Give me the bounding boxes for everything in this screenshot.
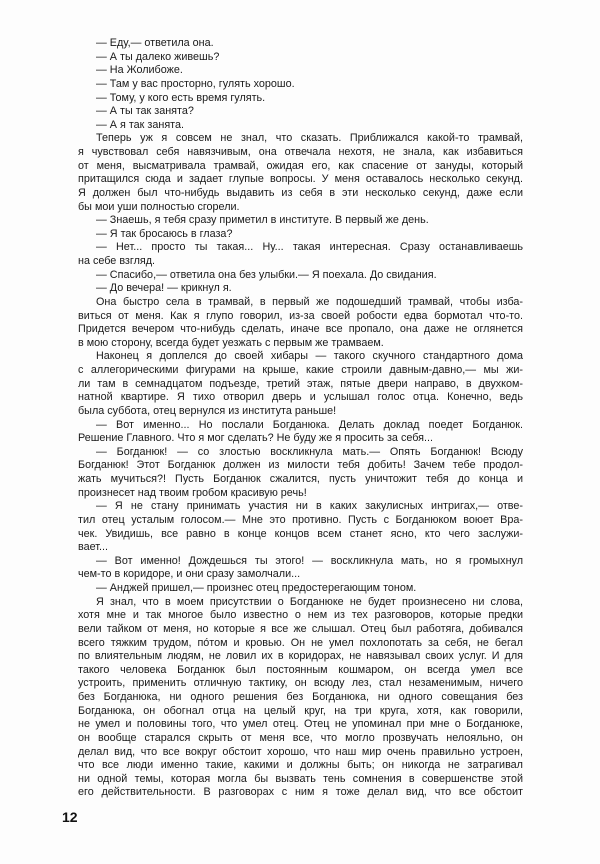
text-line: в мою сторону, всегда будет уезжать с первым же трамваем. (78, 336, 384, 349)
text-line: — А ты далеко живешь? (96, 50, 220, 63)
text-line: — А я так занята. (96, 118, 184, 131)
text-line: — Еду,— ответила она. (96, 37, 214, 49)
text-line: — Богданюк! — со злостью воскликнула мать.— Опять Богданюк! Всюду (96, 445, 523, 458)
text-line: Наконец я доплелся до своей хибары — такого скучного стандартного дома (96, 350, 523, 363)
text-line: произнесет над твоим гробом красивую речь! (78, 486, 307, 499)
text-line: бы мои уши полностью сгорели. (78, 200, 240, 213)
text-line: — Знаешь, я тебя сразу приметил в институте. В первый же день. (96, 214, 429, 227)
text-line: — На Жолибоже. (96, 64, 183, 77)
text-line: жать мучиться?! Пусть Богданюк сжалится, пусть уничтожит тебя до конца и (78, 473, 523, 485)
text-line: Она быстро села в трамвай, в первый же подошедший трамвай, чтобы изба- (96, 295, 523, 308)
text-line: — Анджей пришел,— произнес отец предостерегающим тоном. (96, 582, 417, 594)
page-number: 12 (62, 809, 78, 825)
text-line: — Я так бросаюсь в глаза? (96, 227, 233, 240)
text-line: — Тому, у кого есть время гулять. (96, 91, 266, 104)
text-line: — Вот именно! Дождешься ты этого! — воскликнула мать, но я громыхнул (96, 554, 523, 567)
text-line: Я знал, что в моем присутствии о Богданюке не будет произнесено ни слова, (96, 595, 523, 608)
text-line: — Спасибо,— ответила она без улыбки.— Я поехала. До свидания. (96, 268, 437, 281)
body-text (78, 37, 523, 800)
text-line: — Нет... просто ты такая... Ну... такая интересная. Сразу останавливаешь (96, 241, 523, 254)
text-line: чек. Увидишь, все равно в конце концов всем станет ясно, кто чего заслужи- (78, 527, 523, 540)
text-line: такого человека Богданюк был постоянным кошмаром, он всегда умел все (78, 663, 523, 676)
text-line: всего тяжким трудом, пóтом и кровью. Он не умел похлопотать за себя, не бегал (78, 636, 523, 649)
text-line: чем-то в коридоре, и они сразу замолчали... (78, 568, 301, 581)
text-line: что все люди именно такие, какими и должны быть; он никогда не затрагивал (78, 759, 523, 772)
text-line: — До вечера! — крикнул я. (96, 282, 232, 295)
text-line: притащился сюда и задает глупые вопросы. У меня оставалось несколько секунд. (78, 173, 523, 186)
text-line: хотя мне и так многое было известно о нем из тех разговоров, которые предки (78, 609, 523, 622)
text-line: — Я не стану принимать участия ни в каких закулисных интригах,— отве- (96, 500, 523, 513)
text-line: по влиятельным людям, не ловил их в коридорах, не навязывал своих услуг. И для (78, 650, 523, 663)
text-line: его действительности. В разговорах с ним я тоже делал вид, что все обстоит (78, 786, 523, 799)
text-line: ли там в семнадцатом подъезде, третий этаж, пятые двери направо, в двухком- (78, 377, 523, 390)
text-line: я чувствовал себя навязчивым, она отвечала нехотя, не знала, как избавиться (78, 146, 523, 158)
text-line: вает... (78, 541, 109, 554)
text-line: на себе взгляд. (78, 255, 156, 267)
text-line: без Богданюка, ни одного решения без Богданюка, ни одного совещания без (78, 691, 523, 703)
text-line: делал вид, что все вокруг обстоит хорошо, что наш мир очень правильно устроен, (78, 745, 523, 758)
text-line: Теперь уж я совсем не знал, что сказать. Приближался какой-то трамвай, (96, 132, 523, 145)
text-line: была суббота, отец вернулся из института раньше! (78, 404, 337, 417)
text-line: Богданюк! Этот Богданюк должен из милости тебя добить! Зачем тебе продол- (78, 459, 523, 472)
text-line: Я должен был что-нибудь выдавить из себя в эти несколько секунд, даже если (78, 186, 523, 199)
text-line: Придется вечером что-нибудь сделать, иначе все пропало, она даже не оглянется (78, 323, 523, 336)
text-line: — Там у вас просторно, гулять хорошо. (96, 77, 295, 90)
text-line: — А ты так занята? (96, 105, 194, 118)
text-line: не умел и половины того, что умел отец. Отец не упоминал при мне о Богданюке, (78, 718, 523, 731)
text-line: Решение Главного. Что я мог сделать? Не буду же я просить за себя... (78, 432, 434, 445)
text-line: ни одной темы, которая могла бы вызвать тень сомнения в совершенстве этой (78, 772, 523, 785)
text-line: Богданюка, он обогнал отца на целый круг, на три круга, хотя, как говорили, (78, 704, 523, 717)
text-line: тил отец усталым голосом.— Мне это противно. Пусть с Богданюком воюет Вра- (78, 513, 523, 526)
text-line: с аллегорическими фигурами на крыше, какие строили давным-давно,— мы жи- (78, 364, 523, 376)
text-line: он вообще старался скрыть от меня все, что могло прозвучать нелояльно, он (78, 731, 523, 744)
text-line: натной квартире. Я тихо отворил дверь и услышал голос отца. Конечно, ведь (78, 391, 523, 404)
text-line: виться от меня. Как я глупо говорил, из-за своей робости едва бормотал что-то. (78, 309, 523, 322)
text-line: вели тайком от меня, но которые я все же слышал. Отец был работяга, добивался (78, 622, 523, 635)
text-line: устроить, применить отличную тактику, он всюду лез, стал незаменимым, ничего (78, 677, 523, 690)
text-line: — Вот именно... Но послали Богданюка. Делать доклад поедет Богданюк. (96, 418, 523, 431)
text-line: от меня, высматривала трамвай, ожидая его, как спасение от зануды, который (78, 159, 523, 172)
